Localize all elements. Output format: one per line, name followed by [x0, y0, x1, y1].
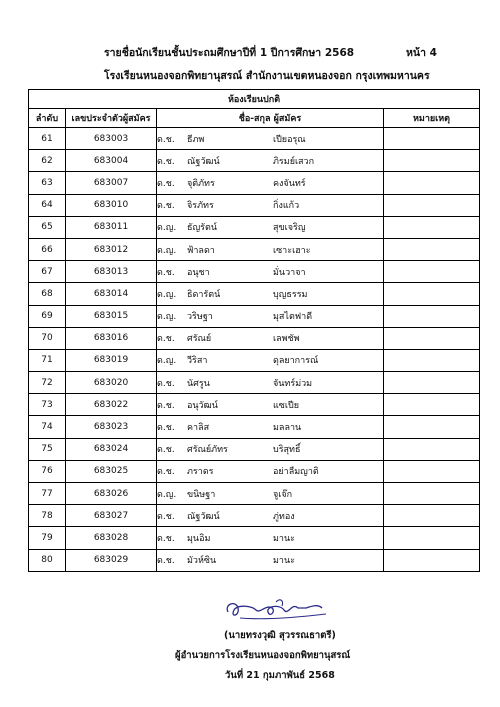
last-name: มานะ — [273, 533, 295, 544]
row-number: 66 — [29, 238, 66, 260]
row-number: 79 — [29, 527, 66, 549]
row-number: 62 — [29, 150, 66, 172]
remark — [384, 505, 480, 527]
applicant-name — [157, 128, 384, 150]
table-row — [29, 194, 480, 216]
row-number: 68 — [29, 283, 66, 305]
table-row — [29, 172, 480, 194]
name-prefix: ด.ช. — [157, 423, 175, 434]
last-name: มลลาน — [273, 423, 302, 434]
row-number: 63 — [29, 172, 66, 194]
last-name: สุขเจริญ — [273, 223, 306, 234]
last-name: ดุลยาการณ์ — [273, 356, 319, 367]
last-name: แซเปีย — [273, 400, 299, 411]
student-roster-table — [28, 89, 480, 572]
last-name: มุสไตฟาดี — [273, 312, 313, 323]
remark — [384, 549, 480, 571]
first-name: คาลิส — [187, 423, 210, 434]
first-name: ฟ้าลดา — [187, 245, 215, 256]
applicant-name — [157, 194, 384, 216]
name-prefix: ด.ช. — [157, 556, 175, 567]
applicant-id: 683003 — [66, 128, 157, 150]
first-name: จิรภัทร — [187, 201, 214, 212]
table-row — [29, 483, 480, 505]
remark — [384, 527, 480, 549]
row-number: 78 — [29, 505, 66, 527]
applicant-id: 683004 — [66, 150, 157, 172]
last-name: กิ่งแก้ว — [273, 201, 300, 212]
applicant-name — [157, 372, 384, 394]
first-name: จุติภัทร — [187, 178, 215, 189]
row-number: 71 — [29, 349, 66, 371]
applicant-id: 683023 — [66, 416, 157, 438]
row-number: 67 — [29, 261, 66, 283]
name-prefix: ด.ช. — [157, 334, 175, 345]
applicant-name — [157, 150, 384, 172]
name-prefix: ด.ญ. — [157, 223, 177, 234]
table-row — [29, 416, 480, 438]
name-prefix: ด.ช. — [157, 178, 175, 189]
table-row — [29, 305, 480, 327]
signatory-name: (นายทรงวุฒิ สุวรรณธาตรี) — [224, 630, 336, 641]
table-row — [29, 438, 480, 460]
signature-date: วันที่ 21 กุมภาพันธ์ 2568 — [225, 670, 335, 681]
table-row — [29, 505, 480, 527]
row-number: 61 — [29, 128, 66, 150]
applicant-id: 683015 — [66, 305, 157, 327]
page-number: หน้า 4 — [406, 47, 437, 59]
remark — [384, 460, 480, 482]
remark — [384, 283, 480, 305]
remark — [384, 438, 480, 460]
name-prefix: ด.ญ. — [157, 356, 177, 367]
table-row — [29, 283, 480, 305]
table-row — [29, 216, 480, 238]
applicant-name — [157, 394, 384, 416]
last-name: ภู่ทอง — [273, 511, 295, 522]
applicant-id: 683016 — [66, 327, 157, 349]
table-row — [29, 349, 480, 371]
table-row — [29, 150, 480, 172]
remark — [384, 128, 480, 150]
applicant-id: 683025 — [66, 460, 157, 482]
applicant-name — [157, 327, 384, 349]
remark — [384, 238, 480, 260]
name-prefix: ด.ช. — [157, 378, 175, 389]
applicant-name — [157, 349, 384, 371]
first-name: ธัญรัตน์ — [187, 223, 217, 234]
applicant-id: 683007 — [66, 172, 157, 194]
last-name: จันทร์ม่วม — [273, 378, 313, 389]
applicant-id: 683014 — [66, 283, 157, 305]
applicant-id: 683019 — [66, 349, 157, 371]
signature-image — [222, 596, 332, 626]
applicant-name — [157, 416, 384, 438]
column-header-no: ลำดับ — [29, 109, 66, 128]
remark — [384, 416, 480, 438]
applicant-name — [157, 505, 384, 527]
applicant-name — [157, 172, 384, 194]
name-prefix: ด.ช. — [157, 400, 175, 411]
first-name: ศรัณย์ — [187, 334, 212, 345]
applicant-name — [157, 216, 384, 238]
first-name: ศรัณย์ภัทร — [187, 445, 228, 456]
remark — [384, 349, 480, 371]
first-name: มุนอิม — [187, 533, 211, 544]
row-number: 65 — [29, 216, 66, 238]
last-name: เซาะเฮาะ — [273, 245, 311, 256]
name-prefix: ด.ช. — [157, 267, 175, 278]
last-name: เปียอรุณ — [273, 134, 306, 145]
applicant-id: 683013 — [66, 261, 157, 283]
row-number: 76 — [29, 460, 66, 482]
name-prefix: ด.ช. — [157, 134, 175, 145]
applicant-name — [157, 549, 384, 571]
name-prefix: ด.ช. — [157, 445, 175, 456]
remark — [384, 261, 480, 283]
last-name: มานะ — [273, 556, 295, 567]
row-number: 72 — [29, 372, 66, 394]
first-name: ณัฐวัฒน์ — [187, 511, 220, 522]
last-name: จูเจ๊ก — [273, 489, 293, 500]
applicant-id: 683020 — [66, 372, 157, 394]
table-row — [29, 238, 480, 260]
row-number: 74 — [29, 416, 66, 438]
roster-body — [29, 128, 480, 572]
row-number: 77 — [29, 483, 66, 505]
table-row — [29, 261, 480, 283]
applicant-name — [157, 283, 384, 305]
name-prefix: ด.ช. — [157, 156, 175, 167]
name-prefix: ด.ญ. — [157, 289, 177, 300]
first-name: ภราดร — [187, 467, 214, 478]
document-title: รายชื่อนักเรียนชั้นประถมศึกษาปีที่ 1 ปีการศึกษา 2568 — [104, 47, 355, 59]
name-prefix: ด.ช. — [157, 467, 175, 478]
last-name: เลพชัพ — [273, 334, 300, 345]
applicant-id: 683024 — [66, 438, 157, 460]
applicant-id: 683028 — [66, 527, 157, 549]
section-title: ห้องเรียนปกติ — [29, 90, 480, 109]
last-name: บริสุทธิ์ — [273, 445, 301, 456]
applicant-id: 683026 — [66, 483, 157, 505]
first-name: วริษฐา — [187, 312, 213, 323]
applicant-id: 683022 — [66, 394, 157, 416]
table-row — [29, 128, 480, 150]
table-row — [29, 372, 480, 394]
applicant-name — [157, 438, 384, 460]
name-prefix: ด.ญ. — [157, 489, 177, 500]
name-prefix: ด.ญ. — [157, 312, 177, 323]
remark — [384, 305, 480, 327]
row-number: 64 — [29, 194, 66, 216]
applicant-name — [157, 460, 384, 482]
table-row — [29, 460, 480, 482]
first-name: นัศรูน — [187, 378, 210, 389]
first-name: วีริสา — [187, 356, 208, 367]
row-number: 75 — [29, 438, 66, 460]
remark — [384, 216, 480, 238]
last-name: อย่าลืมญาติ — [273, 467, 319, 478]
row-number: 69 — [29, 305, 66, 327]
applicant-id: 683029 — [66, 549, 157, 571]
last-name: คงจันทร์ — [273, 178, 306, 189]
applicant-name — [157, 238, 384, 260]
remark — [384, 394, 480, 416]
applicant-id: 683011 — [66, 216, 157, 238]
column-header-remark: หมายเหตุ — [384, 109, 480, 128]
row-number: 70 — [29, 327, 66, 349]
remark — [384, 372, 480, 394]
remark — [384, 150, 480, 172]
applicant-id: 683012 — [66, 238, 157, 260]
name-prefix: ด.ญ. — [157, 245, 177, 256]
last-name: ภิรมย์เสวก — [273, 156, 315, 167]
applicant-name — [157, 483, 384, 505]
applicant-id: 683010 — [66, 194, 157, 216]
table-row — [29, 527, 480, 549]
name-prefix: ด.ช. — [157, 201, 175, 212]
row-number: 73 — [29, 394, 66, 416]
remark — [384, 172, 480, 194]
row-number: 80 — [29, 549, 66, 571]
name-prefix: ด.ช. — [157, 533, 175, 544]
school-name: โรงเรียนหนองจอกพิทยานุสรณ์ สำนักงานเขตหนองจอก กรุงเทพมหานคร — [104, 70, 430, 82]
last-name: บุญธรรม — [273, 289, 308, 300]
table-row — [29, 549, 480, 571]
name-prefix: ด.ช. — [157, 511, 175, 522]
first-name: อนุชา — [187, 267, 210, 278]
first-name: ณัฐวัฒน์ — [187, 156, 220, 167]
first-name: มัวห์ซิน — [187, 556, 217, 567]
column-header-name: ชื่อ-สกุล ผู้สมัคร — [157, 109, 384, 128]
first-name: ธีภพ — [187, 134, 205, 145]
column-header-applicant-id: เลขประจำตัวผู้สมัคร — [66, 109, 157, 128]
applicant-name — [157, 305, 384, 327]
first-name: อนุวัฒน์ — [187, 400, 218, 411]
remark — [384, 194, 480, 216]
applicant-name — [157, 261, 384, 283]
signatory-position: ผู้อำนวยการโรงเรียนหนองจอกพิทยานุสรณ์ — [175, 650, 351, 661]
applicant-name — [157, 527, 384, 549]
remark — [384, 483, 480, 505]
first-name: ธิดารัตน์ — [187, 289, 221, 300]
table-row — [29, 327, 480, 349]
remark — [384, 327, 480, 349]
applicant-id: 683027 — [66, 505, 157, 527]
last-name: มั่นวาจา — [273, 267, 306, 278]
first-name: ขนิษฐา — [187, 489, 216, 500]
table-row — [29, 394, 480, 416]
